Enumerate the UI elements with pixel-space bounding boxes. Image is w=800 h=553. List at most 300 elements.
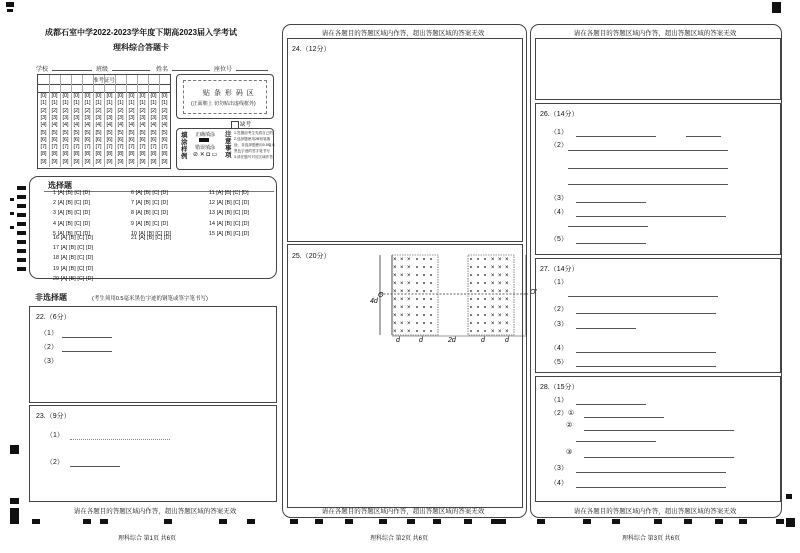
timing-mark — [17, 267, 26, 271]
svg-text:×: × — [400, 257, 404, 263]
note-5: 3.请在题号对应区域作答 — [234, 155, 273, 159]
mc-question-row[interactable]: 5 [A] [B] [C] [D] — [53, 230, 91, 237]
q27-part-4: （4） — [550, 345, 568, 352]
svg-text:×: × — [407, 313, 411, 319]
fig-label-d1: d — [396, 337, 400, 344]
mc-question-row[interactable]: 7 [A] [B] [C] [D] — [131, 200, 169, 207]
exam-digit-bubble[interactable]: [4] — [40, 122, 47, 129]
exam-digit-bubble[interactable]: [2] — [139, 107, 146, 114]
exam-digit-bubble[interactable]: [1] — [117, 100, 124, 107]
timing-mark — [684, 519, 692, 524]
exam-digit-bubble[interactable]: [9] — [128, 158, 135, 165]
exam-digit-bubble[interactable]: [0] — [139, 93, 146, 99]
exam-digit-bubble[interactable]: [9] — [117, 158, 124, 165]
svg-text:×: × — [498, 321, 502, 327]
svg-text:×: × — [498, 297, 502, 303]
svg-text:×: × — [491, 281, 495, 287]
timing-mark — [100, 519, 108, 524]
q26-answer-box[interactable] — [535, 103, 781, 255]
fill-correct-label: 正确填涂 — [195, 132, 216, 138]
q23-part-1: （1） — [46, 432, 64, 439]
exam-digit-bubble[interactable]: [6] — [40, 136, 47, 143]
registration-mark — [772, 2, 781, 13]
exam-digit-bubble[interactable]: [0] — [150, 93, 157, 99]
timing-mark — [247, 519, 255, 524]
svg-text:×: × — [505, 273, 509, 279]
registration-mark — [786, 494, 792, 499]
absent-label: 缺考 — [240, 122, 252, 128]
q27-part-2: （2） — [550, 306, 568, 313]
svg-text:×: × — [498, 281, 502, 287]
name-label: 姓名 — [156, 67, 169, 73]
svg-text:×: × — [498, 257, 502, 263]
barcode-hint: (正面朝上 切勿贴出虚线框外) — [191, 101, 256, 107]
exam-digit-bubble[interactable]: [9] — [106, 158, 113, 165]
timing-mark — [17, 222, 26, 226]
exam-digit-bubble[interactable]: [4] — [150, 122, 157, 129]
exam-digit-bubble[interactable]: [6] — [73, 136, 80, 143]
q28-part-2-2: ② — [566, 422, 573, 429]
svg-text:×: × — [505, 321, 509, 327]
mc-question-row[interactable]: 2 [A] [B] [C] [D] — [53, 200, 91, 207]
exam-digit-bubble[interactable]: [7] — [106, 144, 113, 151]
exam-digit-bubble[interactable]: [2] — [51, 107, 58, 114]
exam-digit-bubble[interactable]: [5] — [139, 129, 146, 136]
svg-text:×: × — [393, 305, 397, 311]
exam-digit-bubble[interactable]: [7] — [161, 144, 168, 151]
svg-text:×: × — [407, 281, 411, 287]
mc-question-row[interactable]: 1 [A] [B] [C] [D] — [53, 190, 91, 196]
mc-question-row[interactable]: 20 [A] [B] [C] [D] — [53, 275, 94, 282]
name-field[interactable] — [172, 70, 210, 71]
timing-mark — [83, 519, 91, 524]
exam-digit-bubble[interactable]: [4] — [106, 122, 113, 129]
q25-field-diagram — [368, 250, 538, 345]
exam-digit-bubble[interactable]: [0] — [73, 93, 80, 99]
footer-page-1: 理科综合 第1页 共6页 — [118, 536, 177, 542]
q27-part-5: （5） — [550, 359, 568, 366]
q26-title: 26.（14分） — [540, 111, 579, 118]
exam-digit-bubble[interactable]: [4] — [139, 122, 146, 129]
timing-mark — [10, 212, 14, 215]
exam-digit-bubble[interactable]: [4] — [95, 122, 102, 129]
timing-mark — [17, 195, 26, 199]
q22-title: 22.（6分） — [36, 314, 71, 321]
exam-digit-bubble[interactable]: [2] — [161, 107, 168, 114]
exam-digit-bubble[interactable]: [5] — [150, 129, 157, 136]
school-label: 学校 — [36, 67, 49, 73]
exam-digit-bubble[interactable]: [1] — [139, 100, 146, 107]
exam-digit-bubble[interactable]: [5] — [84, 129, 91, 136]
exam-digit-bubble[interactable]: [3] — [40, 114, 47, 121]
svg-text:×: × — [498, 329, 502, 335]
notice-col3-bottom: 请在各题目的答题区域内作答，超出答题区域的答案无效 — [573, 508, 737, 515]
svg-text:×: × — [491, 305, 495, 311]
exam-digit-bubble[interactable]: [8] — [139, 151, 146, 158]
exam-digit-bubble[interactable]: [8] — [150, 151, 157, 158]
exam-digit-bubble[interactable]: [8] — [84, 151, 91, 158]
exam-digit-bubble[interactable]: [7] — [73, 144, 80, 151]
svg-text:×: × — [407, 321, 411, 327]
exam-digit-bubble[interactable]: [8] — [117, 151, 124, 158]
exam-digit-bubble[interactable]: [2] — [40, 107, 47, 114]
svg-text:×: × — [491, 257, 495, 263]
exam-digit-bubble[interactable]: [8] — [40, 151, 47, 158]
svg-text:×: × — [491, 273, 495, 279]
svg-text:×: × — [393, 313, 397, 319]
fig-label-d4: d — [505, 337, 509, 344]
q27-answer-box[interactable] — [535, 258, 781, 373]
q23-title: 23.（9分） — [36, 413, 71, 420]
timing-mark — [379, 519, 387, 524]
svg-text:×: × — [505, 265, 509, 271]
q23-part-2: （2） — [46, 459, 64, 466]
registration-mark — [10, 445, 19, 454]
fill-example-label: 填涂样例 — [181, 132, 188, 160]
exam-digit-bubble[interactable]: [0] — [95, 93, 102, 99]
exam-digit-bubble[interactable]: [2] — [150, 107, 157, 114]
timing-mark — [10, 198, 14, 201]
exam-digit-bubble[interactable]: [8] — [106, 151, 113, 158]
mc-question-row[interactable]: 8 [A] [B] [C] [D] — [131, 210, 169, 217]
svg-text:×: × — [393, 329, 397, 335]
exam-digit-bubble[interactable]: [8] — [161, 151, 168, 158]
mc-question-row[interactable]: 6 [A] [B] [C] [D] — [131, 190, 169, 196]
note-1: 1.答题前考生先将自己的 — [234, 131, 273, 135]
school-field[interactable] — [52, 70, 92, 71]
q24-answer-box[interactable] — [287, 38, 523, 242]
timing-mark — [32, 519, 40, 524]
q26-part-5: （5） — [550, 236, 568, 243]
mc-question-row[interactable]: 10 [A] [B] [C] [D] — [131, 230, 172, 237]
exam-digit-bubble[interactable]: [9] — [40, 158, 47, 165]
exam-digit-bubble[interactable]: [8] — [62, 151, 69, 158]
mc-question-row[interactable]: 19 [A] [B] [C] [D] — [53, 265, 94, 272]
exam-digit-bubble[interactable]: [2] — [84, 107, 91, 114]
q28-part-2-3: ③ — [566, 449, 573, 456]
footer-page-3: 理科综合 第3页 共6页 — [622, 536, 681, 542]
mc-question-row[interactable]: 16 [A] [B] [C] [D] — [53, 235, 94, 241]
exam-digit-bubble[interactable]: [7] — [40, 144, 47, 151]
fill-wrong-samples: ⊘ ✕ ◘ ▭ — [193, 152, 218, 158]
seat-field[interactable] — [236, 70, 268, 71]
exam-digit-bubble[interactable]: [5] — [40, 129, 47, 136]
exam-digit-bubble[interactable]: [3] — [95, 114, 102, 121]
svg-text:×: × — [498, 289, 502, 295]
exam-digit-bubble[interactable]: [5] — [95, 129, 102, 136]
svg-text:×: × — [407, 297, 411, 303]
svg-text:×: × — [505, 297, 509, 303]
exam-digit-bubble[interactable]: [8] — [51, 151, 58, 158]
svg-text:×: × — [498, 273, 502, 279]
exam-digit-bubble[interactable]: [3] — [139, 114, 146, 121]
exam-digit-bubble[interactable]: [7] — [62, 144, 69, 151]
exam-digit-bubble[interactable]: [0] — [84, 93, 91, 99]
timing-mark — [464, 519, 472, 524]
exam-digit-bubble[interactable]: [8] — [73, 151, 80, 158]
exam-digit-bubble[interactable]: [1] — [62, 100, 69, 107]
q27-part-1: （1） — [550, 279, 568, 286]
exam-digit-bubble[interactable]: [2] — [73, 107, 80, 114]
exam-digit-bubble[interactable]: [0] — [40, 93, 47, 99]
fig-label-o-left: O — [378, 292, 384, 299]
exam-digit-bubble[interactable]: [2] — [62, 107, 69, 114]
svg-text:×: × — [491, 265, 495, 271]
exam-digit-bubble[interactable]: [4] — [62, 122, 69, 129]
svg-text:×: × — [393, 265, 397, 271]
mc-question-row[interactable]: 21 [A] [B] [C] [D] — [131, 235, 172, 241]
exam-digit-bubble[interactable]: [7] — [51, 144, 58, 151]
mc-question-row[interactable]: 18 [A] [B] [C] [D] — [53, 255, 94, 262]
exam-digit-bubble[interactable]: [6] — [161, 136, 168, 143]
svg-text:×: × — [491, 289, 495, 295]
mc-question-row[interactable]: 13 [A] [B] [C] [D] — [209, 210, 250, 217]
exam-digit-bubble[interactable]: [6] — [106, 136, 113, 143]
nonmc-hint: (考生须用0.5毫米黑色字迹的钢笔或签字笔书写) — [92, 296, 208, 302]
exam-digit-bubble[interactable]: [3] — [62, 114, 69, 121]
svg-text:×: × — [407, 257, 411, 263]
exam-digit-bubble[interactable]: [3] — [84, 114, 91, 121]
exam-digit-bubble[interactable]: [2] — [128, 107, 135, 114]
exam-digit-bubble[interactable]: [0] — [128, 93, 135, 99]
fill-wrong-label: 错误填涂 — [195, 145, 216, 151]
exam-digit-bubble[interactable]: [0] — [161, 93, 168, 99]
exam-digit-bubble[interactable]: [5] — [128, 129, 135, 136]
timing-mark — [583, 519, 591, 524]
exam-digit-bubble[interactable]: [9] — [95, 158, 102, 165]
q28-part-4: （4） — [550, 480, 568, 487]
fig-label-d3: d — [481, 337, 485, 344]
exam-digit-bubble[interactable]: [4] — [117, 122, 124, 129]
barcode-title: 贴 条 形 码 区 — [203, 90, 255, 97]
timing-mark — [290, 519, 298, 524]
svg-text:×: × — [491, 313, 495, 319]
card-title: 理科综合答题卡 — [113, 43, 169, 52]
q24-continued-box[interactable] — [535, 38, 781, 100]
timing-mark — [715, 519, 723, 524]
notes-label: 注意事项 — [225, 131, 232, 159]
exam-digit-bubble[interactable]: [1] — [84, 100, 91, 107]
exam-digit-bubble[interactable]: [9] — [161, 158, 168, 165]
registration-mark — [10, 508, 19, 524]
exam-digit-bubble[interactable]: [5] — [161, 129, 168, 136]
q28-answer-box[interactable] — [535, 376, 781, 502]
q28-part-3: （3） — [550, 465, 568, 472]
exam-digit-bubble[interactable]: [7] — [84, 144, 91, 151]
q27-title: 27.（14分） — [540, 266, 579, 273]
svg-text:×: × — [407, 273, 411, 279]
exam-digit-bubble[interactable]: [2] — [106, 107, 113, 114]
timing-mark — [17, 204, 26, 208]
exam-digit-bubble[interactable]: [9] — [51, 158, 58, 165]
exam-digit-bubble[interactable]: [1] — [128, 100, 135, 107]
registration-mark — [786, 518, 795, 527]
exam-number-label: 准考证号 — [93, 78, 116, 84]
timing-mark — [498, 519, 506, 524]
mc-question-row[interactable]: 15 [A] [B] [C] [D] — [209, 230, 250, 237]
svg-text:×: × — [407, 265, 411, 271]
exam-digit-bubble[interactable]: [6] — [117, 136, 124, 143]
exam-digit-bubble[interactable]: [3] — [128, 114, 135, 121]
exam-digit-bubble[interactable]: [4] — [128, 122, 135, 129]
exam-digit-bubble[interactable]: [6] — [128, 136, 135, 143]
exam-digit-bubble[interactable]: [3] — [51, 114, 58, 121]
timing-mark — [17, 213, 26, 217]
q22-part-3: （3） — [40, 358, 58, 365]
registration-mark — [7, 9, 13, 12]
q27-part-3: （3） — [550, 321, 568, 328]
exam-digit-bubble[interactable]: [1] — [95, 100, 102, 107]
exam-digit-bubble[interactable]: [4] — [161, 122, 168, 129]
exam-digit-bubble[interactable]: [0] — [117, 93, 124, 99]
timing-mark — [17, 258, 26, 262]
exam-digit-bubble[interactable]: [9] — [84, 158, 91, 165]
q26-part-1: （1） — [550, 129, 568, 136]
exam-digit-bubble[interactable]: [1] — [161, 100, 168, 107]
exam-digit-bubble[interactable]: [4] — [73, 122, 80, 129]
svg-text:×: × — [400, 289, 404, 295]
exam-digit-bubble[interactable]: [9] — [150, 158, 157, 165]
notice-col2-bottom: 请在各题目的答题区域内作答，超出答题区域的答案无效 — [321, 508, 485, 515]
q25-title: 25.（20分） — [292, 253, 331, 260]
fig-label-4d: 4d — [370, 298, 378, 305]
exam-digit-bubble[interactable]: [3] — [106, 114, 113, 121]
exam-digit-bubble[interactable]: [9] — [139, 158, 146, 165]
exam-digit-bubble[interactable]: [3] — [150, 114, 157, 121]
svg-text:×: × — [407, 305, 411, 311]
svg-text:×: × — [498, 313, 502, 319]
svg-text:×: × — [505, 313, 509, 319]
svg-text:×: × — [498, 305, 502, 311]
timing-mark — [776, 519, 784, 524]
exam-digit-bubble[interactable]: [6] — [150, 136, 157, 143]
mc-question-row[interactable]: 12 [A] [B] [C] [D] — [209, 200, 250, 207]
exam-digit-bubble[interactable]: [8] — [128, 151, 135, 158]
mc-question-row[interactable]: 3 [A] [B] [C] [D] — [53, 210, 91, 217]
exam-digit-bubble[interactable]: [5] — [117, 129, 124, 136]
timing-mark — [17, 249, 26, 253]
timing-mark — [612, 519, 620, 524]
registration-mark — [10, 498, 19, 504]
exam-digit-bubble[interactable]: [0] — [62, 93, 69, 99]
svg-text:×: × — [498, 265, 502, 271]
q28-title: 28.（15分） — [540, 384, 579, 391]
mc-question-row[interactable]: 11 [A] [B] [C] [D] — [209, 190, 249, 196]
exam-digit-bubble[interactable]: [5] — [73, 129, 80, 136]
exam-digit-bubble[interactable]: [1] — [51, 100, 58, 107]
exam-digit-bubble[interactable]: [1] — [73, 100, 80, 107]
exam-digit-bubble[interactable]: [6] — [84, 136, 91, 143]
exam-digit-columns — [38, 93, 170, 167]
timing-mark — [433, 519, 441, 524]
q28-part-2-1: （2）① — [550, 410, 575, 417]
barcode-area — [176, 74, 274, 119]
mc-question-row[interactable]: 14 [A] [B] [C] [D] — [209, 220, 250, 227]
exam-digit-bubble[interactable]: [6] — [62, 136, 69, 143]
exam-digit-bubble[interactable]: [5] — [51, 129, 58, 136]
exam-digit-bubble[interactable]: [7] — [150, 144, 157, 151]
timing-mark — [654, 519, 662, 524]
exam-digit-bubble[interactable]: [7] — [117, 144, 124, 151]
exam-digit-bubble[interactable]: [1] — [40, 100, 47, 107]
exam-digit-bubble[interactable]: [7] — [139, 144, 146, 151]
timing-mark — [164, 519, 172, 524]
exam-digit-bubble[interactable]: [8] — [95, 151, 102, 158]
svg-text:×: × — [393, 273, 397, 279]
class-label: 班级 — [96, 67, 109, 73]
exam-digit-bubble[interactable]: [6] — [139, 136, 146, 143]
timing-mark — [17, 240, 26, 244]
exam-digit-bubble[interactable]: [3] — [73, 114, 80, 121]
exam-digit-bubble[interactable]: [6] — [51, 136, 58, 143]
exam-digit-bubble[interactable]: [9] — [62, 158, 69, 165]
mc-question-row[interactable]: 9 [A] [B] [C] [D] — [131, 220, 169, 227]
svg-text:×: × — [407, 289, 411, 295]
exam-digit-bubble[interactable]: [2] — [117, 107, 124, 114]
svg-text:×: × — [400, 281, 404, 287]
exam-digit-bubble[interactable]: [5] — [106, 129, 113, 136]
notice-col3-top: 请在各题目的答题区域内作答，超出答题区域的答案无效 — [573, 30, 737, 37]
q28-part-1: （1） — [550, 397, 568, 404]
exam-digit-bubble[interactable]: [3] — [161, 114, 168, 121]
svg-text:×: × — [491, 321, 495, 327]
q22-answer-box[interactable] — [29, 306, 277, 403]
exam-digit-bubble[interactable]: [4] — [84, 122, 91, 129]
exam-digit-bubble[interactable]: [0] — [51, 93, 58, 99]
exam-digit-bubble[interactable]: [6] — [95, 136, 102, 143]
exam-digit-bubble[interactable]: [3] — [117, 114, 124, 121]
fig-label-d2: d — [419, 337, 423, 344]
exam-digit-bubble[interactable]: [5] — [62, 129, 69, 136]
school-title: 成都石室中学2022-2023学年度下期高2023届入学考试 — [45, 28, 238, 37]
exam-digit-bubble[interactable]: [1] — [106, 100, 113, 107]
exam-digit-bubble[interactable]: [0] — [106, 93, 113, 99]
notice-col1-bottom: 请在各题目的答题区域内作答，超出答题区域的答案无效 — [73, 508, 237, 515]
svg-text:×: × — [400, 313, 404, 319]
svg-text:×: × — [393, 281, 397, 287]
svg-text:×: × — [505, 329, 509, 335]
exam-digit-bubble[interactable]: [4] — [51, 122, 58, 129]
svg-text:×: × — [400, 273, 404, 279]
q25-answer-box[interactable] — [287, 244, 537, 508]
svg-text:×: × — [491, 297, 495, 303]
exam-digit-bubble[interactable]: [2] — [95, 107, 102, 114]
exam-digit-bubble[interactable]: [7] — [128, 144, 135, 151]
fill-correct-sample — [199, 138, 209, 142]
svg-text:×: × — [393, 289, 397, 295]
class-field[interactable] — [112, 70, 150, 71]
exam-digit-bubble[interactable]: [9] — [73, 158, 80, 165]
timing-mark — [739, 519, 747, 524]
timing-mark — [537, 519, 545, 524]
registration-mark — [6, 2, 14, 7]
exam-digit-bubble[interactable]: [1] — [150, 100, 157, 107]
mc-question-row[interactable]: 4 [A] [B] [C] [D] — [53, 220, 91, 227]
q26-part-2: （2） — [550, 142, 568, 149]
svg-text:×: × — [505, 289, 509, 295]
mc-question-row[interactable]: 17 [A] [B] [C] [D] — [53, 245, 94, 252]
fill-notes-box — [176, 128, 274, 170]
note-3: 涂，非选择题使用0.5毫米 — [234, 143, 275, 147]
exam-number-grid[interactable] — [37, 74, 171, 169]
note-2: 2.选择题使用2B铅笔填 — [234, 137, 271, 141]
note-4: 黑色字迹的签字笔书写 — [234, 149, 270, 153]
footer-page-2: 理科综合 第2页 共6页 — [370, 536, 429, 542]
q23-answer-box[interactable] — [29, 405, 277, 502]
timing-mark — [17, 186, 26, 190]
svg-text:×: × — [393, 297, 397, 303]
exam-digit-bubble[interactable]: [7] — [95, 144, 102, 151]
